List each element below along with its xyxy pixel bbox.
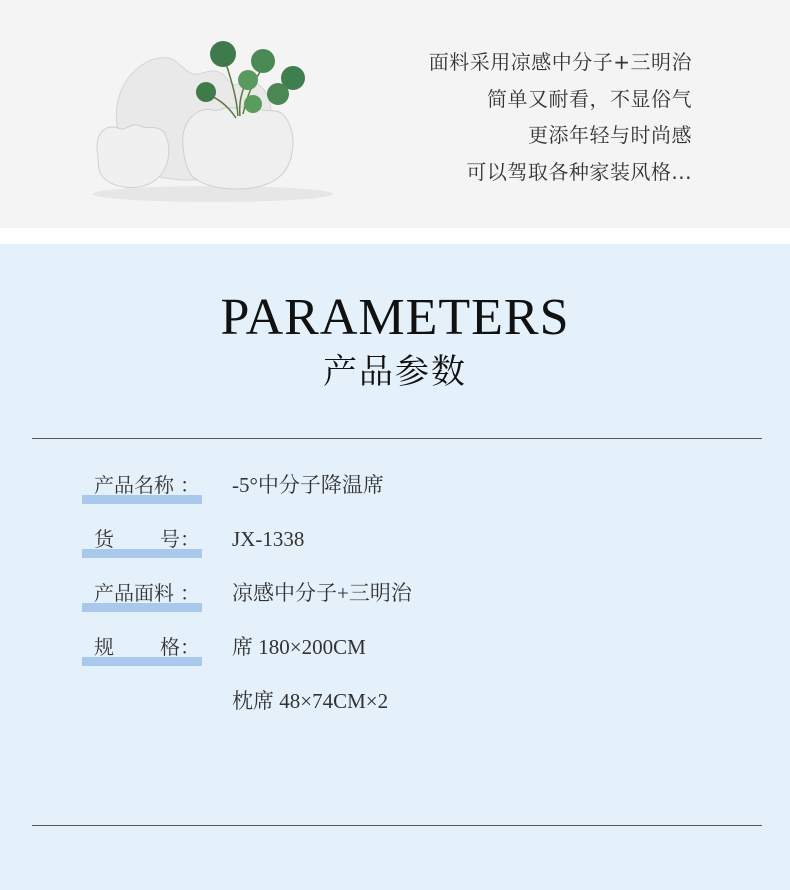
param-label	[82, 578, 202, 612]
egg-vase-plant-image	[88, 36, 338, 206]
parameters-title-en: PARAMETERS	[220, 289, 570, 346]
param-value: -5°中分子降温席	[232, 473, 384, 497]
promo-line: 简单又耐看，不显俗气	[487, 86, 692, 111]
section-gap	[0, 228, 790, 244]
param-label-right: 格：	[160, 635, 200, 659]
top-banner	[0, 0, 790, 228]
param-value: 凉感中分子+三明治	[232, 581, 412, 605]
param-label	[82, 524, 202, 558]
param-label-right: 号：	[160, 527, 200, 551]
divider-bottom	[32, 825, 762, 826]
promo-text	[429, 44, 692, 190]
param-row-name	[0, 470, 790, 510]
promo-line: 更添年轻与时尚感	[528, 123, 692, 147]
promo-line: 面料采用凉感中分子+三明治	[428, 50, 692, 74]
promo-line: 可以驾取各种家装风格...	[466, 159, 692, 184]
parameters-section	[0, 244, 790, 890]
param-label-right: ：	[180, 473, 200, 497]
param-label-left: 规	[94, 635, 114, 659]
param-label-left: 产品名称	[94, 473, 174, 497]
param-label-left: 产品面料	[94, 581, 174, 605]
param-label-right: ：	[180, 581, 200, 605]
param-value: 枕席 48×74CM×2	[232, 689, 389, 713]
param-row-size	[0, 632, 790, 672]
param-value: 席 180×200CM	[232, 635, 366, 659]
param-label-left: 货	[94, 527, 114, 551]
param-row-size-extra	[0, 686, 790, 726]
param-label	[82, 632, 202, 666]
param-label	[82, 470, 202, 504]
param-row-sku	[0, 524, 790, 564]
parameters-title-cn: 产品参数	[323, 352, 467, 392]
param-value: JX-1338	[232, 527, 305, 551]
divider-top	[32, 438, 762, 439]
param-row-fabric	[0, 578, 790, 618]
